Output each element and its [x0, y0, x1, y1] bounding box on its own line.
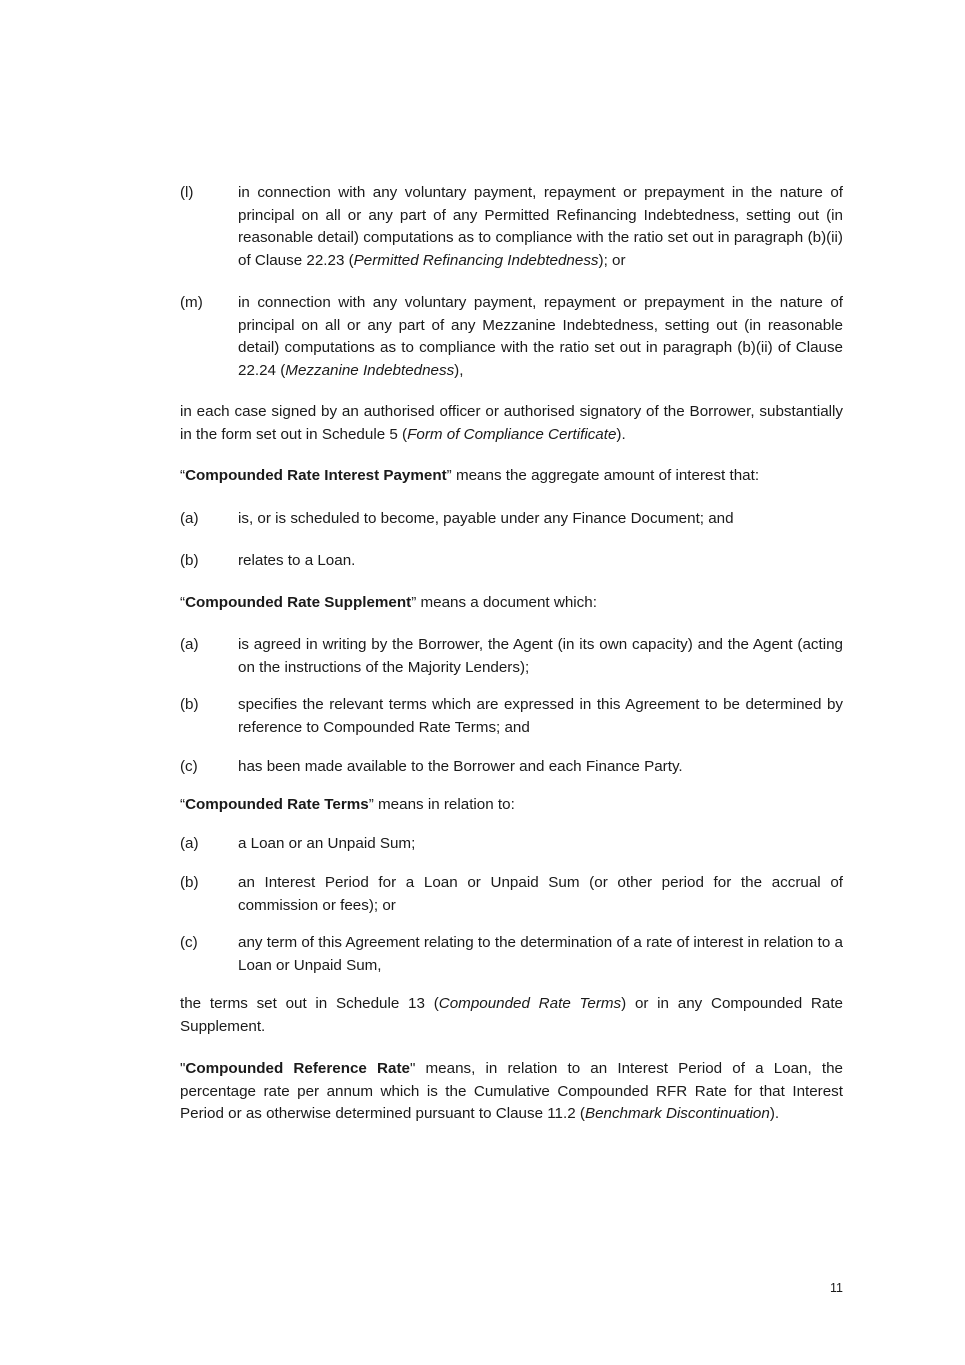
list-item-l — [180, 182, 843, 272]
list-item — [180, 694, 843, 739]
item-label: (b) — [180, 696, 199, 713]
item-text: any term of this Agreement relating to the determination of a rate of interest in relation to a Loan or Unpaid Sum, — [238, 934, 843, 974]
item-text: in connection with any voluntary payment, repayment or prepayment in the nature of principal on all or any part of any Mezzanine Indebtedness, setting out (in reasonable detail) computations as to compliance with the ratio set out in paragraph (b)(ii) of Clause 22.24 (Mezzanine Indebtedness), — [238, 294, 843, 379]
list-item — [180, 756, 843, 779]
item-text: specifies the relevant terms which are expressed in this Agreement to be determined by reference to Compounded Rate Terms; and — [238, 696, 843, 736]
defined-term: Compounded Reference Rate — [185, 1060, 410, 1077]
item-label: (m) — [180, 294, 203, 311]
definition-compounded-rate-interest-payment: “Compounded Rate Interest Payment” means the aggregate amount of interest that: — [180, 467, 760, 484]
item-label: (a) — [180, 835, 199, 852]
defined-term: Compounded Rate Interest Payment — [185, 467, 447, 484]
item-text: a Loan or an Unpaid Sum; — [238, 835, 416, 852]
item-label: (a) — [180, 636, 199, 653]
item-text: an Interest Period for a Loan or Unpaid Sum (or other period for the accrual of commission or fees); or — [238, 874, 843, 914]
terms-closing-paragraph: the terms set out in Schedule 13 (Compounded Rate Terms) or in any Compounded Rate Supplement. — [180, 995, 843, 1035]
list-item-m — [180, 292, 843, 382]
list-item — [180, 932, 843, 977]
list-item — [180, 634, 843, 679]
list-item — [180, 833, 843, 856]
definition-compounded-rate-terms: “Compounded Rate Terms” means in relation to: — [180, 796, 515, 813]
defined-term: Compounded Rate Supplement — [185, 594, 412, 611]
list-item — [180, 872, 843, 917]
item-label: (c) — [180, 934, 198, 951]
item-label: (l) — [180, 184, 194, 201]
item-text: has been made available to the Borrower and each Finance Party. — [238, 758, 683, 775]
definition-compounded-reference-rate: "Compounded Reference Rate" means, in relation to an Interest Period of a Loan, the percentage rate per annum which is the Cumulative Compounded RFR Rate for that Interest Period or as otherwise determined pursuant to Clause 11.2 (Benchmark Discontinuation). — [180, 1060, 843, 1123]
item-label: (a) — [180, 510, 199, 527]
item-label: (b) — [180, 874, 199, 891]
item-label: (b) — [180, 552, 199, 569]
list-item — [180, 508, 843, 531]
item-text: relates to a Loan. — [238, 552, 356, 569]
item-label: (c) — [180, 758, 198, 775]
item-text: in connection with any voluntary payment, repayment or prepayment in the nature of principal on all or any part of any Permitted Refinancing Indebtedness, setting out (in reasonable detail) computations as to compliance with the ratio set out in paragraph (b)(ii) of Clause 22.23 (Permitted Refinancing Indebtedness); or — [238, 184, 843, 269]
definition-compounded-rate-supplement: “Compounded Rate Supplement” means a document which: — [180, 594, 597, 611]
defined-term: Compounded Rate Terms — [185, 796, 369, 813]
item-text: is, or is scheduled to become, payable under any Finance Document; and — [238, 510, 734, 527]
item-text: is agreed in writing by the Borrower, the Agent (in its own capacity) and the Agent (acting on the instructions of the Majority Lenders); — [238, 636, 843, 676]
list-item — [180, 550, 843, 573]
closing-paragraph: in each case signed by an authorised officer or authorised signatory of the Borrower, substantially in the form set out in Schedule 5 (Form of Compliance Certificate). — [180, 403, 843, 443]
page-number: 11 — [830, 1281, 843, 1295]
